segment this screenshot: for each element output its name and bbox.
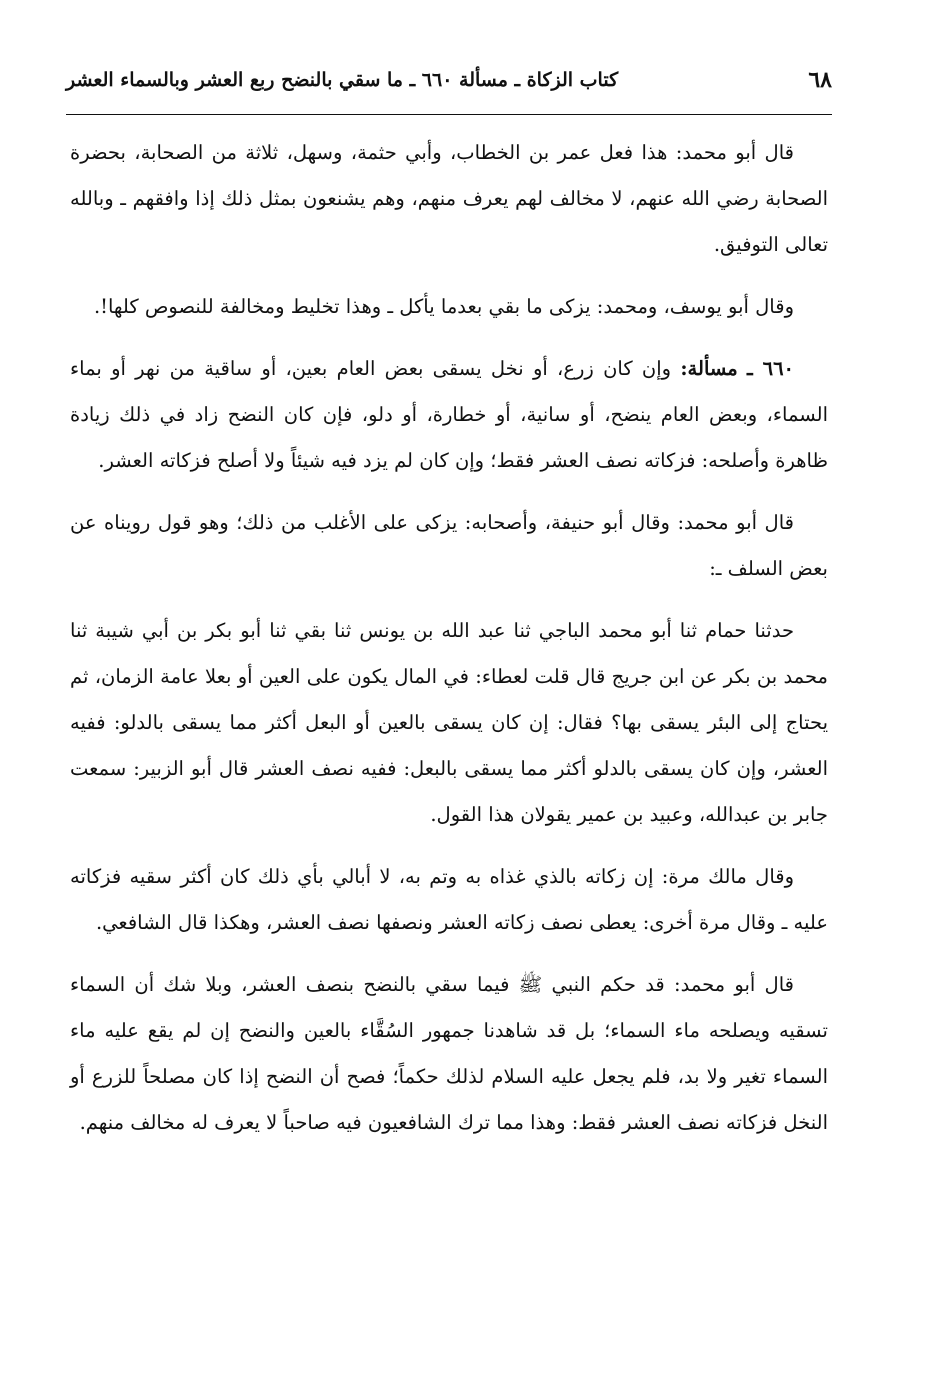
running-title: كتاب الزكاة ـ مسألة ٦٦٠ ـ ما سقي بالنضح ربع العشر وبالسماء العشر — [66, 69, 619, 91]
paragraph-text: حدثنا حمام ثنا أبو محمد الباجي ثنا عبد الله بن يونس ثنا بقي ثنا أبو بكر بن أبي شيبة ثنا محمد بن بكر عن ابن جريج قال قلت لعطاء: في المال يكون على العين أو بعلا عامة الزمان، ثم يحتاج إلى البئر يسقى بها؟ فقال: إن كان يسقى بالعين أو البعل أكثر مما يسقى بالدلو: ففيه العشر، وإن كان يسقى بالدلو أكثر مما يسقى بالبعل: ففيه نصف العشر قال أبو الزبير: سمعت جابر بن عبدالله، وعبيد بن عمير يقولان هذا القول. — [70, 619, 828, 826]
page-body — [70, 130, 828, 1162]
paragraph — [70, 854, 828, 946]
issue-number: ٦٦٠ ـ — [747, 357, 795, 380]
paragraph-text: وإن كان زرع، أو نخل يسقى بعض العام بعين، أو ساقية من نهر أو بماء السماء، وبعض العام ينضح، أو سانية، أو خطارة، أو دلو، فإن كان النضح زاد في ذلك زيادة ظاهرة وأصلحه: فزكاته نصف العشر فقط؛ وإن كان لم يزد فيه شيئاً ولا أصلح فزكاته العشر. — [70, 357, 828, 472]
issue-paragraph — [70, 346, 828, 484]
paragraph — [70, 962, 828, 1146]
paragraph — [70, 608, 828, 838]
paragraph-text: قال أبو محمد: قد حكم النبي ﷺ فيما سقي بالنضح بنصف العشر، وبلا شك أن السماء تسقيه ويصلحه ماء السماء؛ بل قد شاهدنا جمهور السُقَّاء بالعين والنضح إن لم يقع عليه ماء السماء تغير ولا بد، فلم يجعل عليه السلام لذلك حكماً؛ فصح أن النضح إذا كان مصلحاً للزرع أو النخل فزكاته نصف العشر فقط: وهذا مما ترك الشافعيون فيه صاحباً لا يعرف له مخالف منهم. — [70, 973, 828, 1134]
page-header — [66, 56, 832, 104]
paragraph — [70, 130, 828, 268]
header-divider — [66, 114, 832, 115]
issue-label: مسألة: — [680, 357, 738, 380]
page-number: ٦٨ — [808, 67, 832, 93]
paragraph-text: قال أبو محمد: هذا فعل عمر بن الخطاب، وأبي حثمة، وسهل، ثلاثة من الصحابة، بحضرة الصحابة رضي الله عنهم، لا مخالف لهم يعرف منهم، وهم يشنعون بمثل ذلك إذا وافقهم ـ وبالله تعالى التوفيق. — [70, 141, 828, 256]
paragraph-text: وقال أبو يوسف، ومحمد: يزكى ما بقي بعدما يأكل ـ وهذا تخليط ومخالفة للنصوص كلها!. — [93, 295, 794, 318]
paragraph — [70, 284, 828, 330]
paragraph — [70, 500, 828, 592]
paragraph-text: وقال مالك مرة: إن زكاته بالذي غذاه به وتم به، لا أبالي بأي ذلك كان أكثر سقيه فزكاته عليه ـ وقال مرة أخرى: يعطى نصف زكاته العشر ونصفها نصف العشر، وهكذا قال الشافعي. — [70, 865, 828, 934]
paragraph-text: قال أبو محمد: وقال أبو حنيفة، وأصحابه: يزكى على الأغلب من ذلك؛ وهو قول رويناه عن بعض السلف ـ: — [70, 511, 828, 580]
